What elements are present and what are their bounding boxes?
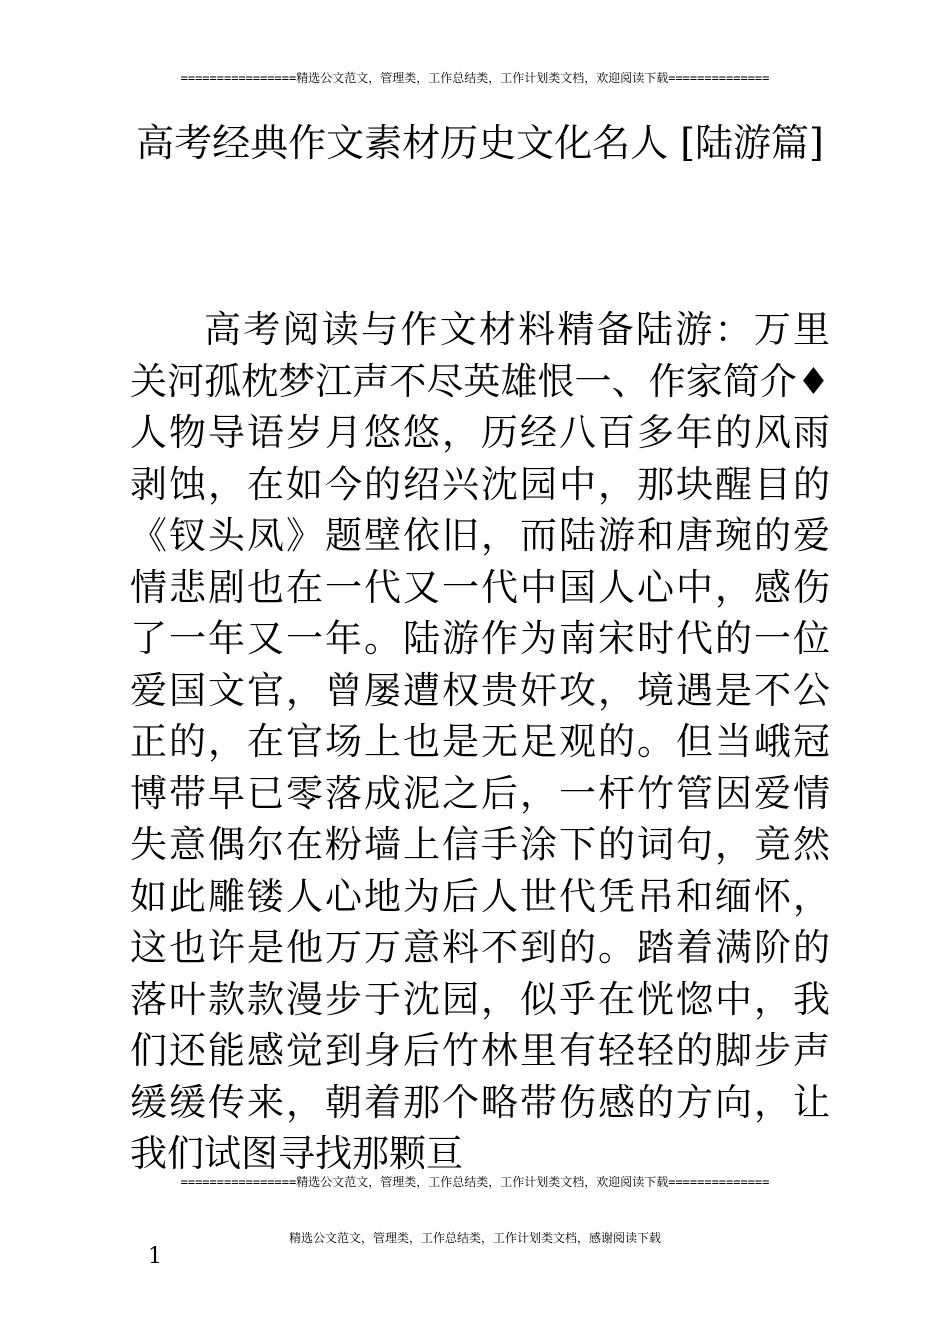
- header-banner: ================精选公文范文，管理类，工作总结类，工作计划类文档，欢迎阅读下载==============: [180, 71, 770, 85]
- footer-note: 精选公文范文，管理类，工作总结类，工作计划类文档，感谢阅读下载: [288, 1231, 661, 1245]
- footer-banner: ================精选公文范文，管理类，工作总结类，工作计划类文档，欢迎阅读下载==============: [180, 1175, 770, 1189]
- page-number: 1: [148, 1244, 162, 1269]
- body-paragraph: 高考阅读与作文材料精备陆游：万里关河孤枕梦江声不尽英雄恨一、作家简介♦人物导语岁月悠悠，历经八百多年的风雨剥蚀，在如今的绍兴沈园中，那块醒目的《钗头凤》题壁依旧，而陆游和唐琬的爱情悲剧也在一代又一代中国人心中，感伤了一年又一年。陆游作为南宋时代的一位爱国文官，曾屡遭权贵奸攻，境遇是不公正的，在官场上也是无足观的。但当峨冠博带早已零落成泥之后，一杆竹管因爱情失意偶尔在粉墙上信手涂下的词句，竟然如此雕镂人心地为后人世代凭吊和缅怀，这也许是他万万意料不到的。踏着满阶的落叶款款漫步于沈园，似乎在恍惚中，我们还能感觉到身后竹林里有轻轻的脚步声缓缓传来，朝着那个略带伤感的方向，让我们试图寻找那颗亘: [130, 308, 830, 1175]
- document-title: 高考经典作文素材历史文化名人 [陆游篇]: [136, 121, 824, 165]
